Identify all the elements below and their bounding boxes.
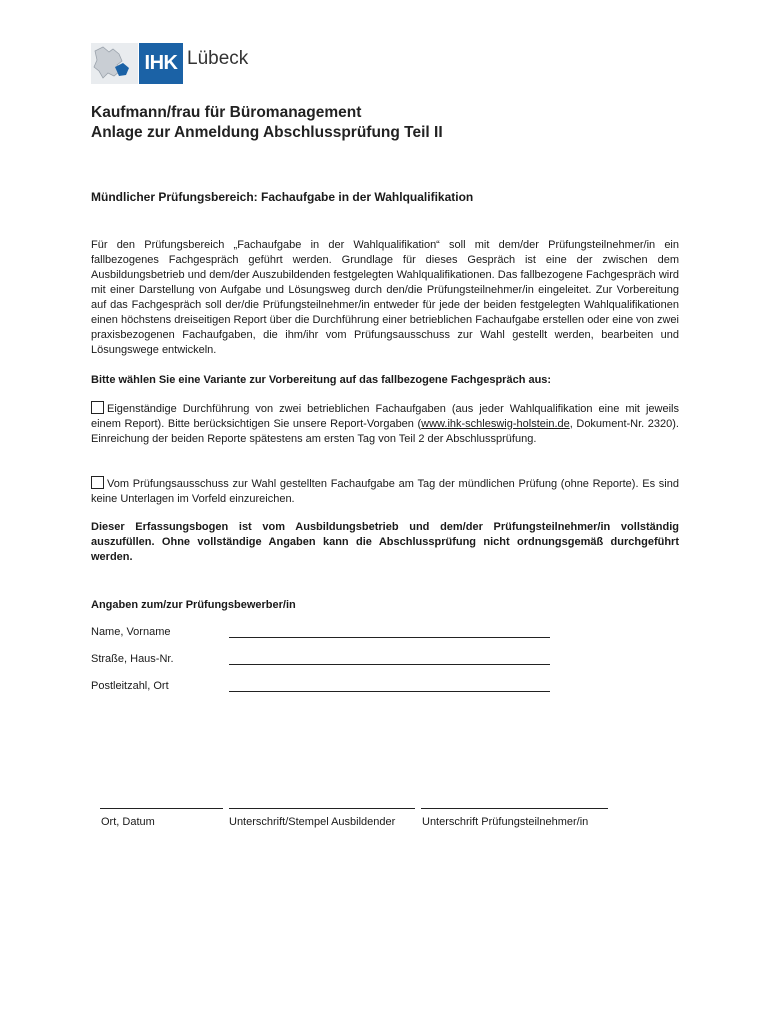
logo-city: Lübeck: [187, 48, 249, 69]
place-date-line[interactable]: [100, 808, 223, 809]
postcode-city-field[interactable]: [229, 691, 550, 692]
name-field[interactable]: [229, 637, 550, 638]
trainer-signature-line[interactable]: [229, 808, 415, 809]
logo-abbrev: IHK: [139, 43, 183, 84]
document-subtitle: Anlage zur Anmeldung Abschlussprüfung Teil II: [91, 124, 443, 141]
option-committee-task: [91, 476, 679, 507]
option-reports: [91, 401, 679, 447]
ihk-logo: [91, 43, 249, 84]
applicant-heading: Angaben zum/zur Prüfungsbewerber/in: [91, 599, 296, 611]
choose-prompt: Bitte wählen Sie eine Variante zur Vorbereitung auf das fallbezogene Fachgespräch aus:: [91, 374, 552, 386]
map-icon: [91, 43, 138, 84]
street-label: Straße, Haus-Nr.: [91, 653, 174, 665]
completion-notice: Dieser Erfassungsbogen ist vom Ausbildungsbetrieb und dem/der Prüfungsteilnehmer/in vollständig auszufüllen. Ohne vollständige Angaben kann die Abschlussprüfung nicht ordnungsgemäß durchgeführt werden.: [91, 521, 679, 563]
candidate-signature-line[interactable]: [421, 808, 608, 809]
place-date-label: Ort, Datum: [101, 816, 155, 828]
option-reports-checkbox[interactable]: [91, 401, 104, 414]
postcode-city-label: Postleitzahl, Ort: [91, 680, 169, 692]
document-title: Kaufmann/frau für Büromanagement: [91, 104, 362, 121]
intro-paragraph: Für den Prüfungsbereich „Fachaufgabe in der Wahlqualifikation“ soll mit dem/der Prüfungsteilnehmer/in ein fallbezogenes Fachgespräch geführt werden. Grundlage für dieses Gespräch ist eine der zwischen dem Ausbildungsbetrieb und dem/der Auszubildenden festgelegten Wahlqualifikationen. Das fallbezogene Fachgespräch wird mit einer Darstellung von Aufgabe und Lösungsweg durch den/die Prüfungsteilnehmer/in eingeleitet. Zur Vorbereitung auf das Fachgespräch soll der/die Prüfungsteilnehmer/in entweder für jede der beiden festgelegten Wahlqualifikationen einen höchstens dreiseitigen Report über die Durchführung einer betrieblichen Fachaufgabe erstellen oder eine von zwei praxisbezogenen Fachaufgaben, die ihm/ihr vom Prüfungsausschuss zur Wahl gestellt werden, bearbeiten und Lösungswege entwickeln.: [91, 239, 679, 356]
option-reports-text-before: Eigenständige Durchführung von zwei betrieblichen Fachaufgaben (aus jeder Wahlqualifikation eine mit jeweils einem Report). Bitte berücksichtigen Sie unsere Report-Vorgaben (: [91, 403, 679, 430]
section-heading: Mündlicher Prüfungsbereich: Fachaufgabe in der Wahlqualifikation: [91, 190, 474, 204]
name-label: Name, Vorname: [91, 626, 171, 638]
trainer-signature-label: Unterschrift/Stempel Ausbildender: [229, 816, 396, 828]
street-field[interactable]: [229, 664, 550, 665]
option-committee-checkbox[interactable]: [91, 476, 104, 489]
option-committee-text: Vom Prüfungsausschuss zur Wahl gestellten Fachaufgabe am Tag der mündlichen Prüfung (ohne Reporte). Es sind keine Unterlagen im Vorfeld einzureichen.: [91, 478, 679, 505]
candidate-signature-label: Unterschrift Prüfungsteilnehmer/in: [422, 816, 589, 828]
option-reports-text-after: , Dokument-Nr. 2320). Einreichung der beiden Reporte spätestens am ersten Tag von Teil 2 der Abschlussprüfung.: [91, 418, 679, 445]
report-guidelines-link[interactable]: www.ihk-schleswig-holstein.de: [421, 418, 570, 430]
